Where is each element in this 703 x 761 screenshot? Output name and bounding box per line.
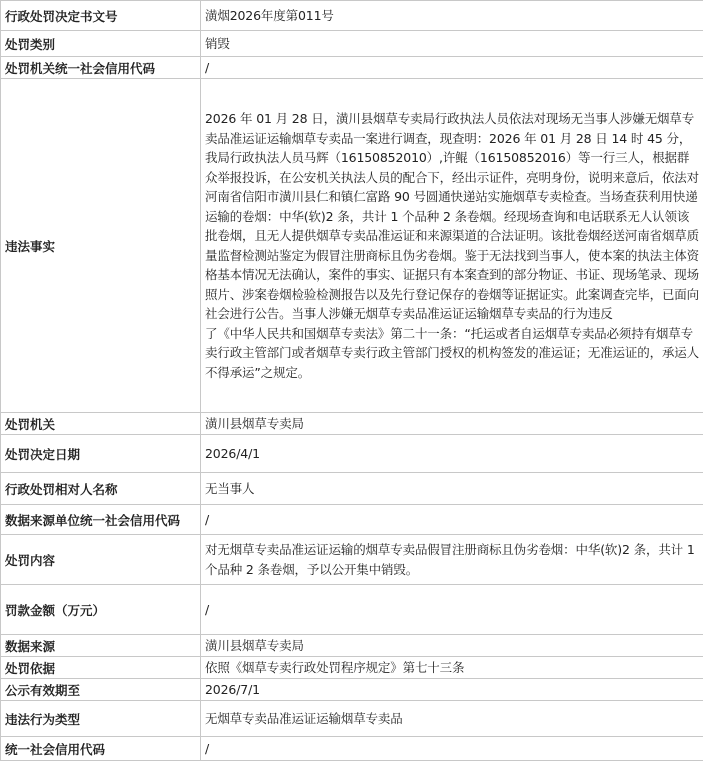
table-row: [1, 79, 703, 413]
table-row: [1, 585, 703, 635]
table-row: [1, 701, 703, 737]
row-label-penalty-category: 处罚类别: [1, 31, 201, 57]
table-row: [1, 31, 703, 57]
row-label-violation-type: 违法行为类型: [1, 701, 201, 737]
row-value-counterparty-name: 无当事人: [201, 473, 703, 505]
table-row: [1, 435, 703, 473]
row-label-fine-amount: 罚款金额（万元）: [1, 585, 201, 635]
row-value-penalty-authority: 潢川县烟草专卖局: [201, 413, 703, 435]
table-row: [1, 635, 703, 657]
row-value-decision-number: 潢烟2026年度第011号: [201, 1, 703, 31]
row-value-authority-credit-code: /: [201, 57, 703, 79]
row-label-decision-date: 处罚决定日期: [1, 435, 201, 473]
row-value-fine-amount: /: [201, 585, 703, 635]
row-label-penalty-authority: 处罚机关: [1, 413, 201, 435]
table-row: [1, 657, 703, 679]
table-row: [1, 1, 703, 31]
row-label-data-source: 数据来源: [1, 635, 201, 657]
table-row: [1, 505, 703, 535]
row-value-source-unit-credit-code: /: [201, 505, 703, 535]
row-label-penalty-basis: 处罚依据: [1, 657, 201, 679]
table-row: [1, 679, 703, 701]
table-row: [1, 535, 703, 585]
row-value-penalty-content: 对无烟草专卖品准运证运输的烟草专卖品假冒注册商标且伪劣卷烟：中华(软)2 条，共计 1 个品种 2 条卷烟，予以公开集中销毁。: [201, 535, 703, 585]
row-label-counterparty-name: 行政处罚相对人名称: [1, 473, 201, 505]
row-label-unified-credit-code: 统一社会信用代码: [1, 737, 201, 761]
table-row: [1, 57, 703, 79]
table-row: [1, 473, 703, 505]
row-label-authority-credit-code: 处罚机关统一社会信用代码: [1, 57, 201, 79]
row-value-decision-date: 2026/4/1: [201, 435, 703, 473]
row-value-unified-credit-code: /: [201, 737, 703, 761]
row-value-violation-type: 无烟草专卖品准运证运输烟草专卖品: [201, 701, 703, 737]
table-row: [1, 413, 703, 435]
row-label-decision-number: 行政处罚决定书文号: [1, 1, 201, 31]
row-label-violation-facts: 违法事实: [1, 79, 201, 413]
row-value-penalty-basis: 依照《烟草专卖行政处罚程序规定》第七十三条: [201, 657, 703, 679]
row-value-penalty-category: 销毁: [201, 31, 703, 57]
row-label-publicity-valid-until: 公示有效期至: [1, 679, 201, 701]
row-value-data-source: 潢川县烟草专卖局: [201, 635, 703, 657]
row-label-source-unit-credit-code: 数据来源单位统一社会信用代码: [1, 505, 201, 535]
row-value-publicity-valid-until: 2026/7/1: [201, 679, 703, 701]
row-label-penalty-content: 处罚内容: [1, 535, 201, 585]
row-value-violation-facts: 2026 年 01 月 28 日，潢川县烟草专卖局行政执法人员依法对现场无当事人涉嫌无烟草专卖品准运证运输烟草专卖品一案进行调查，现查明：2026 年 01 月 28 日 14 时 45 分，我局行政执法人员马辉（16150852010）,许鲲（16150852016）等一行三人，根据群众举报投诉，在公安机关执法人员的配合下，经出示证件，亮明身份，说明来意后，依法对河南省信阳市潢川县仁和镇仁富路 90 号圆通快递站实施烟草专卖检查。当场查获利用快递运输的卷烟：中华(软)2 条，共计 1 个品种 2 条卷烟。经现场查询和电话联系无人认领该批卷烟，且无人提供烟草专卖品准运证和来源渠道的合法证明。该批卷烟经送河南省烟草质量监督检测站鉴定为假冒注册商标且伪劣卷烟。鉴于无法找到当事人，使本案的执法主体资格基本情况无法确认，案件的事实、证据只有本案查到的部分物证、书证、现场笔录、现场照片、涉案卷烟检验检测报告以及先行登记保存的卷烟等证据证实。此案调查完毕，已面向社会进行公告。当事人涉嫌无烟草专卖品准运证运输烟草专卖品的行为违反 了《中华人民共和国烟草专卖法》第二十一条：“托运或者自运烟草专卖品必须持有烟草专卖行政主管部门或者烟草专卖行政主管部门授权的机构签发的准运证；无准运证的，承运人不得承运”之规定。: [201, 79, 703, 413]
